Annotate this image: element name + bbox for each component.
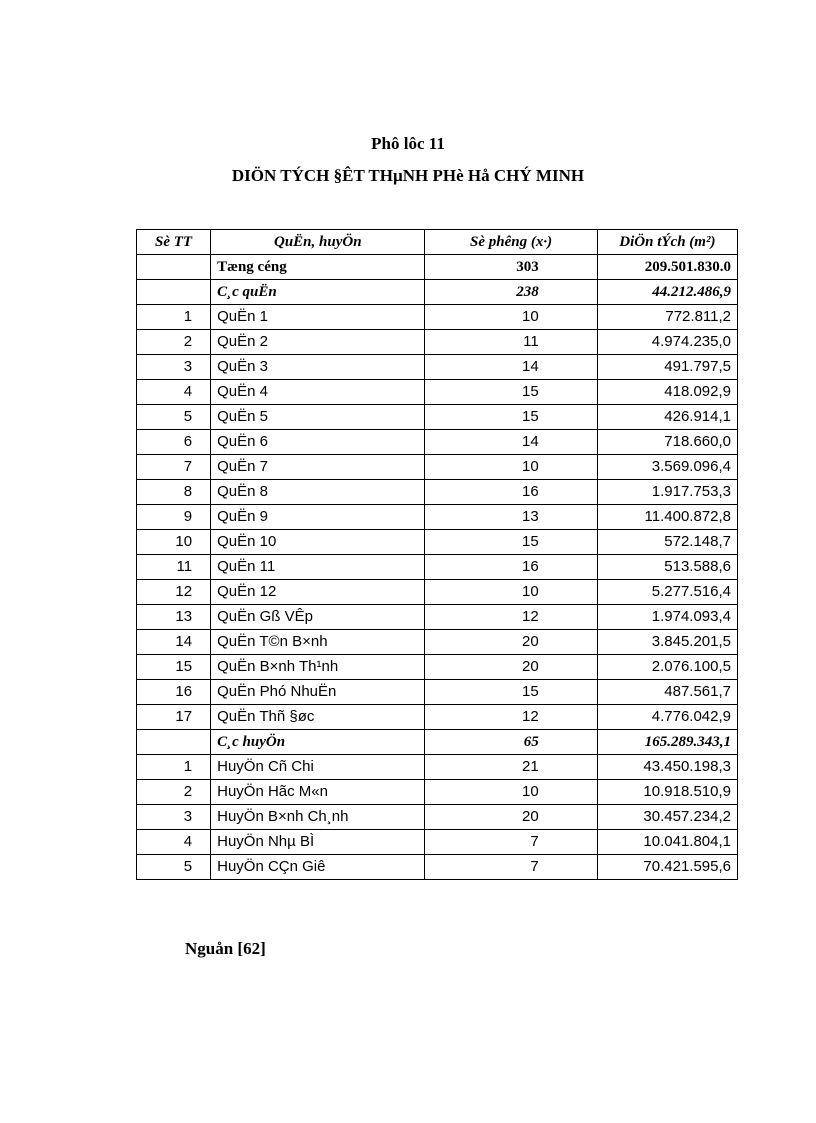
- cell-name: C¸c quËn: [211, 280, 425, 305]
- table-row: [137, 530, 738, 555]
- cell-area: 30.457.234,2: [597, 805, 737, 830]
- cell-no: 4: [137, 830, 211, 855]
- cell-area: 426.914,1: [597, 405, 737, 430]
- cell-name: Tæng céng: [211, 255, 425, 280]
- cell-area: 718.660,0: [597, 430, 737, 455]
- cell-no: 13: [137, 605, 211, 630]
- cell-count: 15: [425, 405, 597, 430]
- cell-count: 303: [425, 255, 597, 280]
- cell-area: 513.588,6: [597, 555, 737, 580]
- header-area: DiÖn tÝch (m²): [597, 230, 737, 255]
- header-count: Sè phêng (x·): [425, 230, 597, 255]
- cell-count: 20: [425, 805, 597, 830]
- cell-no: 5: [137, 855, 211, 880]
- cell-area: 10.041.804,1: [597, 830, 737, 855]
- cell-no: [137, 730, 211, 755]
- source-note: Nguån [62]: [185, 939, 266, 958]
- cell-no: 5: [137, 405, 211, 430]
- header-row: [137, 230, 738, 255]
- districts-group-row: [137, 280, 738, 305]
- table-row: [137, 455, 738, 480]
- cell-name: QuËn T©n B×nh: [211, 630, 425, 655]
- table-row: [137, 805, 738, 830]
- cell-area: 2.076.100,5: [597, 655, 737, 680]
- table-row: [137, 630, 738, 655]
- table-row: [137, 655, 738, 680]
- cell-count: 15: [425, 530, 597, 555]
- table-row: [137, 580, 738, 605]
- counties-group-row: [137, 730, 738, 755]
- cell-no: 16: [137, 680, 211, 705]
- cell-area: 3.569.096,4: [597, 455, 737, 480]
- cell-no: 1: [137, 305, 211, 330]
- cell-no: 2: [137, 330, 211, 355]
- cell-name: QuËn 3: [211, 355, 425, 380]
- cell-area: 772.811,2: [597, 305, 737, 330]
- cell-no: 1: [137, 755, 211, 780]
- table-row: [137, 355, 738, 380]
- cell-name: QuËn 6: [211, 430, 425, 455]
- cell-name: HuyÖn Hãc M«n: [211, 780, 425, 805]
- cell-count: 10: [425, 580, 597, 605]
- cell-count: 10: [425, 780, 597, 805]
- cell-area: 165.289.343,1: [597, 730, 737, 755]
- cell-name: QuËn 2: [211, 330, 425, 355]
- cell-name: HuyÖn B×nh Ch¸nh: [211, 805, 425, 830]
- table-row: [137, 605, 738, 630]
- cell-count: 15: [425, 380, 597, 405]
- cell-no: 14: [137, 630, 211, 655]
- cell-name: QuËn Gß VÊp: [211, 605, 425, 630]
- cell-area: 3.845.201,5: [597, 630, 737, 655]
- cell-name: QuËn 8: [211, 480, 425, 505]
- cell-no: [137, 255, 211, 280]
- cell-area: 44.212.486,9: [597, 280, 737, 305]
- cell-count: 7: [425, 855, 597, 880]
- table-row: [137, 780, 738, 805]
- cell-name: QuËn 11: [211, 555, 425, 580]
- cell-area: 1.917.753,3: [597, 480, 737, 505]
- header-name: QuËn, huyÖn: [211, 230, 425, 255]
- cell-no: 17: [137, 705, 211, 730]
- cell-no: 10: [137, 530, 211, 555]
- cell-no: 2: [137, 780, 211, 805]
- table-row: [137, 330, 738, 355]
- cell-count: 20: [425, 630, 597, 655]
- table-row: [137, 755, 738, 780]
- cell-count: 7: [425, 830, 597, 855]
- cell-area: 4.974.235,0: [597, 330, 737, 355]
- cell-no: 8: [137, 480, 211, 505]
- cell-count: 14: [425, 355, 597, 380]
- cell-area: 487.561,7: [597, 680, 737, 705]
- cell-no: 12: [137, 580, 211, 605]
- cell-name: C¸c huyÖn: [211, 730, 425, 755]
- cell-count: 16: [425, 480, 597, 505]
- cell-no: 3: [137, 355, 211, 380]
- cell-area: 70.421.595,6: [597, 855, 737, 880]
- table-row: [137, 855, 738, 880]
- table-row: [137, 680, 738, 705]
- table-title: DIÖN TÝCH §ÊT THµNH PHè Hå CHÝ MINH: [231, 166, 585, 185]
- cell-name: QuËn Thñ §øc: [211, 705, 425, 730]
- cell-count: 16: [425, 555, 597, 580]
- table-row: [137, 555, 738, 580]
- cell-no: 9: [137, 505, 211, 530]
- cell-name: QuËn 7: [211, 455, 425, 480]
- cell-area: 43.450.198,3: [597, 755, 737, 780]
- cell-no: [137, 280, 211, 305]
- cell-name: QuËn 12: [211, 580, 425, 605]
- table-row: [137, 705, 738, 730]
- table-row: [137, 305, 738, 330]
- cell-area: 11.400.872,8: [597, 505, 737, 530]
- cell-count: 238: [425, 280, 597, 305]
- cell-name: QuËn 10: [211, 530, 425, 555]
- cell-no: 7: [137, 455, 211, 480]
- cell-no: 4: [137, 380, 211, 405]
- table-row: [137, 505, 738, 530]
- cell-name: QuËn 1: [211, 305, 425, 330]
- cell-area: 491.797,5: [597, 355, 737, 380]
- cell-count: 20: [425, 655, 597, 680]
- table-row: [137, 405, 738, 430]
- cell-no: 11: [137, 555, 211, 580]
- cell-no: 15: [137, 655, 211, 680]
- table-row: [137, 380, 738, 405]
- table-row: [137, 830, 738, 855]
- cell-area: 1.974.093,4: [597, 605, 737, 630]
- cell-area: 4.776.042,9: [597, 705, 737, 730]
- total-row: [137, 255, 738, 280]
- table-row: [137, 480, 738, 505]
- cell-count: 10: [425, 455, 597, 480]
- cell-count: 12: [425, 705, 597, 730]
- cell-name: QuËn Phó NhuËn: [211, 680, 425, 705]
- cell-count: 11: [425, 330, 597, 355]
- cell-count: 65: [425, 730, 597, 755]
- cell-name: QuËn 5: [211, 405, 425, 430]
- cell-count: 13: [425, 505, 597, 530]
- cell-count: 14: [425, 430, 597, 455]
- table-row: [137, 430, 738, 455]
- cell-area: 572.148,7: [597, 530, 737, 555]
- cell-name: QuËn 9: [211, 505, 425, 530]
- cell-no: 3: [137, 805, 211, 830]
- cell-area: 5.277.516,4: [597, 580, 737, 605]
- cell-name: HuyÖn Nhµ BÌ: [211, 830, 425, 855]
- cell-area: 209.501.830.0: [597, 255, 737, 280]
- area-table: [136, 229, 738, 880]
- cell-area: 418.092,9: [597, 380, 737, 405]
- cell-name: QuËn 4: [211, 380, 425, 405]
- cell-name: QuËn B×nh Th¹nh: [211, 655, 425, 680]
- header-no: Sè TT: [137, 230, 211, 255]
- cell-no: 6: [137, 430, 211, 455]
- cell-area: 10.918.510,9: [597, 780, 737, 805]
- cell-count: 10: [425, 305, 597, 330]
- cell-count: 21: [425, 755, 597, 780]
- cell-count: 12: [425, 605, 597, 630]
- appendix-title: Phô lôc 11: [371, 134, 445, 153]
- cell-name: HuyÖn CÇn Giê: [211, 855, 425, 880]
- cell-count: 15: [425, 680, 597, 705]
- cell-name: HuyÖn Cñ Chi: [211, 755, 425, 780]
